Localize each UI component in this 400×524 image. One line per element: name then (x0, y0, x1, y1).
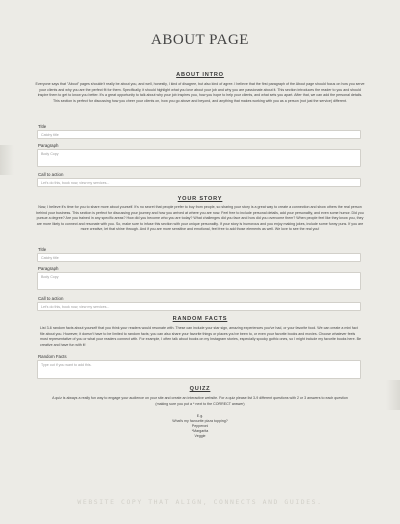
quiz-heading: QUIZZ (189, 386, 211, 392)
about-intro-paragraph: Everyone says that "About" pages shouldn't really be about you, and well, honestly, I kind of disagree, but also kind of agree. I believe that the first paragraph of the About page should focus on how you serve your clients and why you are the perfect fit for them. Specifically, it should highlight what you love about your job and why you are passionate about it. This section introduces the reader to you and should inspire them to get to know you better. It's a great opportunity to talk about why your job inspires you, how you hope to help your clients, and what sets you apart. After that, we can add the personal details. This section is perfect for discussing how you cheer your clients on, how you go above and beyond, and anything that makes working with you as a person (not just the service) different. (35, 82, 365, 103)
quiz-paragraph: A quiz is always a really fun way to engage your audience on your site and create an interactive website. For a quiz please list 3-9 different questions with 2 or 3 answers to each question (making sure you put a * next to the CORRECT answer) (52, 396, 348, 406)
quiz-example-line: E.g. (196, 414, 204, 418)
footer-tagline: WEBSITE COPY THAT ALIGN, CONNECTS AND GUIDES. (77, 498, 323, 506)
quiz-example-question: What's my favourite pizza topping? (172, 419, 228, 423)
story-title-label: Title (38, 247, 47, 252)
random-facts-heading: RANDOM FACTS (172, 316, 228, 322)
story-cta-label: Call to action (38, 296, 64, 301)
quiz-example-answer: Veggie (194, 434, 206, 438)
intro-title-label: Title (38, 124, 47, 129)
story-title-input[interactable]: Catchy title (37, 253, 361, 262)
intro-paragraph-input[interactable]: Body Copy (37, 149, 361, 167)
story-paragraph-label: Paragraph (38, 266, 59, 271)
quiz-example-answer: Pepperoni (191, 424, 209, 428)
your-story-paragraph: Now, I believe it's time for you to share more about yourself. It's no secret that people prefer to buy from people, so sharing your story is a great way to create a connection and show others the real person behind your business. This section is perfect for discussing your journey and how you arrived at where you are now. Feel free to include personal details, add your personality, and even some humor. Did you pursue a degree? Are you trained in any specific areas? How did you become who you are today? What challenges did you face and how did you overcome them? When people feel like they know you, they are more likely to connect and resonate with you. So, make sure to infuse this section with your unique personality. If your story is humorous and you enjoy making jokes, include some funny puns. If you are more creative, let that shine through. And if you are more sensitive and emotional, feel free to add those elements as well. We love to see the real you! (36, 205, 364, 232)
edge-shadow-right (386, 380, 400, 410)
story-paragraph-input[interactable]: Body Copy (37, 272, 361, 290)
intro-title-input[interactable]: Catchy title (37, 130, 361, 139)
random-facts-input[interactable]: Type out if you want to add this. (37, 360, 361, 379)
intro-cta-label: Call to action (38, 172, 64, 177)
your-story-heading: YOUR STORY (177, 196, 223, 202)
about-intro-heading: ABOUT INTRO (176, 72, 224, 78)
story-cta-input[interactable]: Let's do this, book now, view my services... (37, 302, 361, 311)
quiz-example (0, 414, 400, 439)
intro-cta-input[interactable]: Let's do this, book now, view my services... (37, 178, 361, 187)
random-facts-paragraph: List 3-6 random facts about yourself that you think your readers would resonate with. These can include your star sign, amazing experiences you've had, or your favorite food. We can create a mini fact file about you. However, it doesn't have to be limited to random facts; you can also share your favorite things or places you've been to, or even your favorite books and movies. Choose whatever feels most representative of you or what your readers connect with. For example, I often talk about books on my Instagram stories, especially spooky gothic ones, so I might include my favorite books here. Be creative and have fun with it! (40, 326, 362, 347)
page-title: ABOUT PAGE (151, 32, 249, 48)
quiz-example-answer-correct: *Margarita (191, 429, 209, 433)
intro-paragraph-label: Paragraph (38, 143, 59, 148)
edge-shadow-left (0, 145, 14, 175)
random-facts-label: Random Facts (38, 354, 67, 359)
